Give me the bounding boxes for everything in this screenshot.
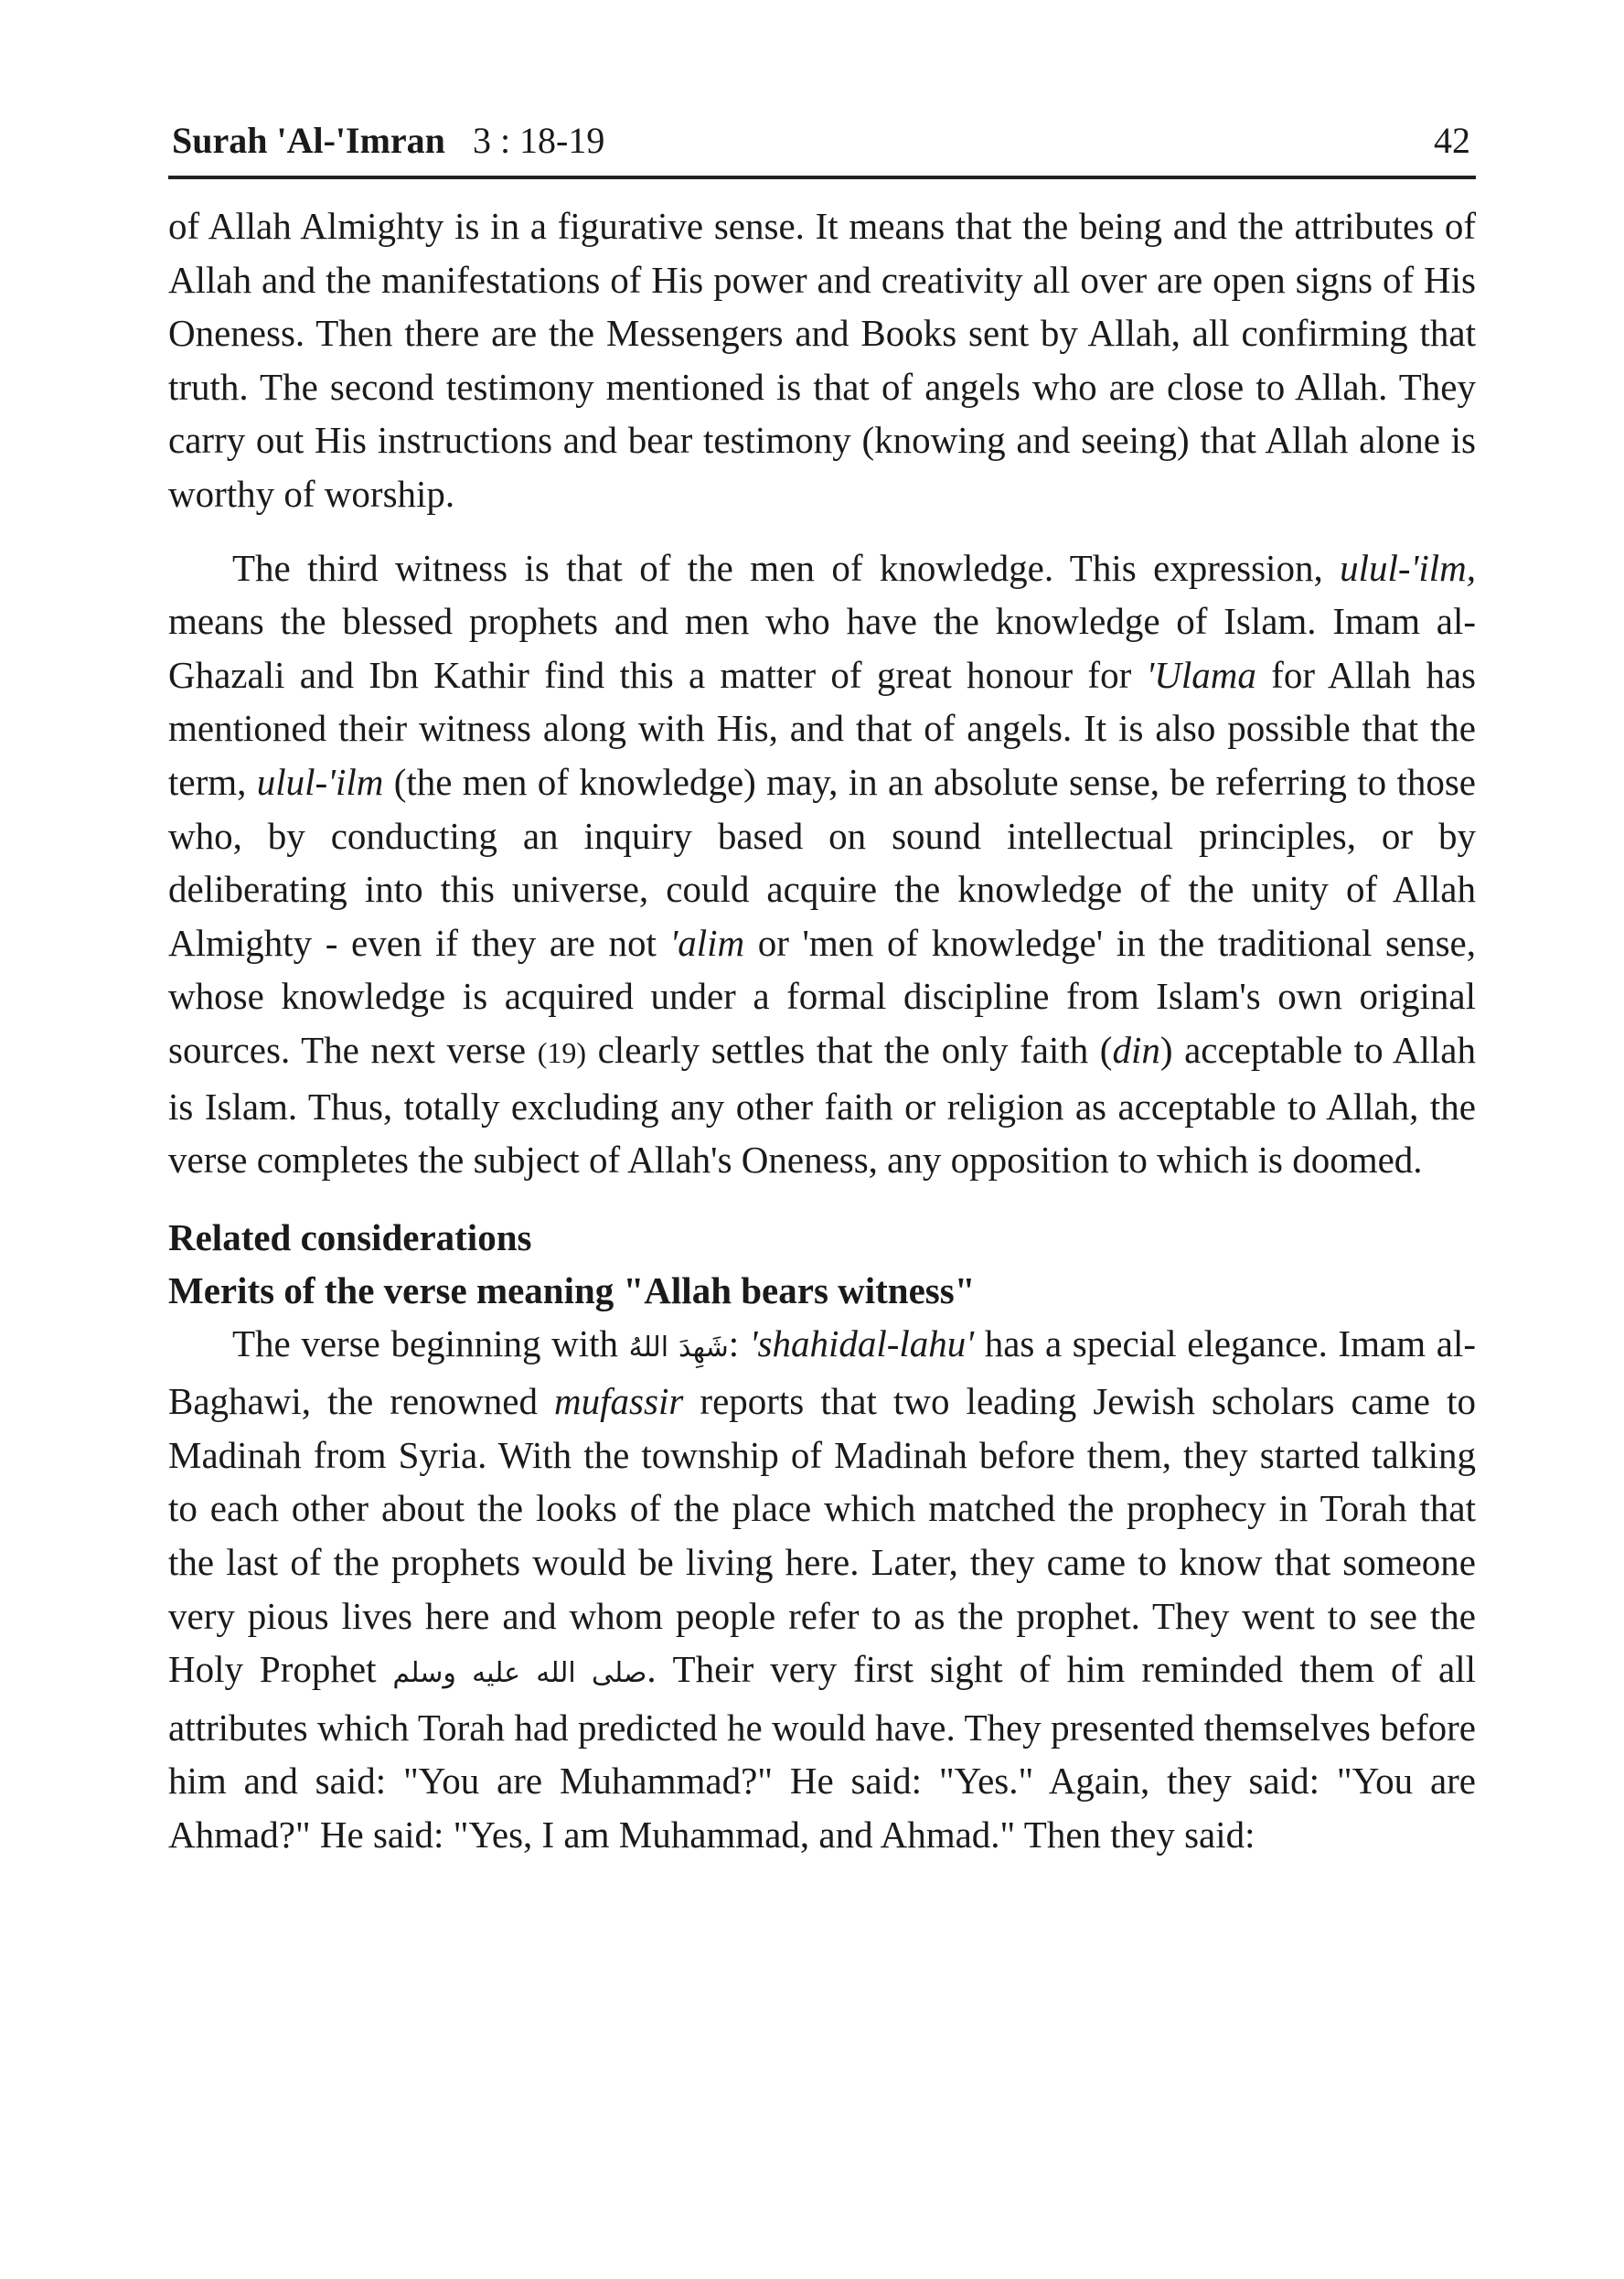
arabic-phrase: شَهِدَ اللهُ	[628, 1331, 729, 1364]
surah-name: Surah 'Al-'Imran	[172, 120, 445, 161]
paragraph-2: The third witness is that of the men of knowledge. This expression, ulul-'ilm, means the blessed prophets and men who have the knowledge of Islam. Imam al-Ghazali and Ibn Kathir find this a matter of great honour for 'Ulama for Allah has mentioned their witness along with His, and that of angels. It is also possible that the term, ulul-'ilm (the men of knowledge) may, in an absolute sense, be referring to those who, by conducting an inquiry based on sound intellectual principles, or by deliberating into this universe, could acquire the knowledge of the unity of Allah Almighty - even if they are not 'alim or 'men of knowledge' in the traditional sense, whose knowledge is acquired under a formal discipline from Islam's own original sources. The next verse (19) clearly settles that the only faith (din) acceptable to Allah is Islam. Thus, totally excluding any other faith or religion as acceptable to Allah, the verse completes the subject of Allah's Oneness, any opposition to which is doomed.	[168, 546, 1477, 1182]
section-heading: Related considerations	[168, 1215, 532, 1258]
header-title	[172, 119, 604, 162]
page-number: 42	[1434, 120, 1470, 161]
arabic-salutation: صلى الله عليه وسلم	[392, 1657, 647, 1690]
verse-reference: 3 : 18-19	[472, 120, 605, 161]
running-header	[168, 108, 1476, 179]
body-text	[168, 199, 1476, 1862]
subsection-heading: Merits of the verse meaning "Allah bears witness"	[168, 1268, 976, 1311]
paragraph-1: of Allah Almighty is in a figurative sense. It means that the being and the attributes of Allah and the manifestations of His power and creativity all over are open signs of His Oneness. Then there are the Messengers and Books sent by Allah, all confirming that truth. The second testimony mentioned is that of angels who are close to Allah. They carry out His instructions and bear testimony (knowing and seeing) that Allah alone is worthy of worship.	[168, 205, 1476, 515]
paragraph-3: The verse beginning with شَهِدَ اللهُ: 'shahidal-lahu' has a special elegance. Imam al-Baghawi, the renowned mufassir reports that two leading Jewish scholars came to Madinah from Syria. With the township of Madinah before them, they started talking to each other about the looks of the place which matched the prophecy in Torah that the last of the prophets would be living here. Later, they came to know that someone very pious lives here and whom people refer to as the prophet. They went to see the Holy Prophet صلى الله عليه وسلم. Their very first sight of him reminded them of all attributes which Torah had predicted he would have. They presented themselves before him and said: "You are Muhammad?" He said: "Yes." Again, they said: "You are Ahmad?" He said: "Yes, I am Muhammad, and Ahmad." Then they said:	[168, 1321, 1477, 1856]
